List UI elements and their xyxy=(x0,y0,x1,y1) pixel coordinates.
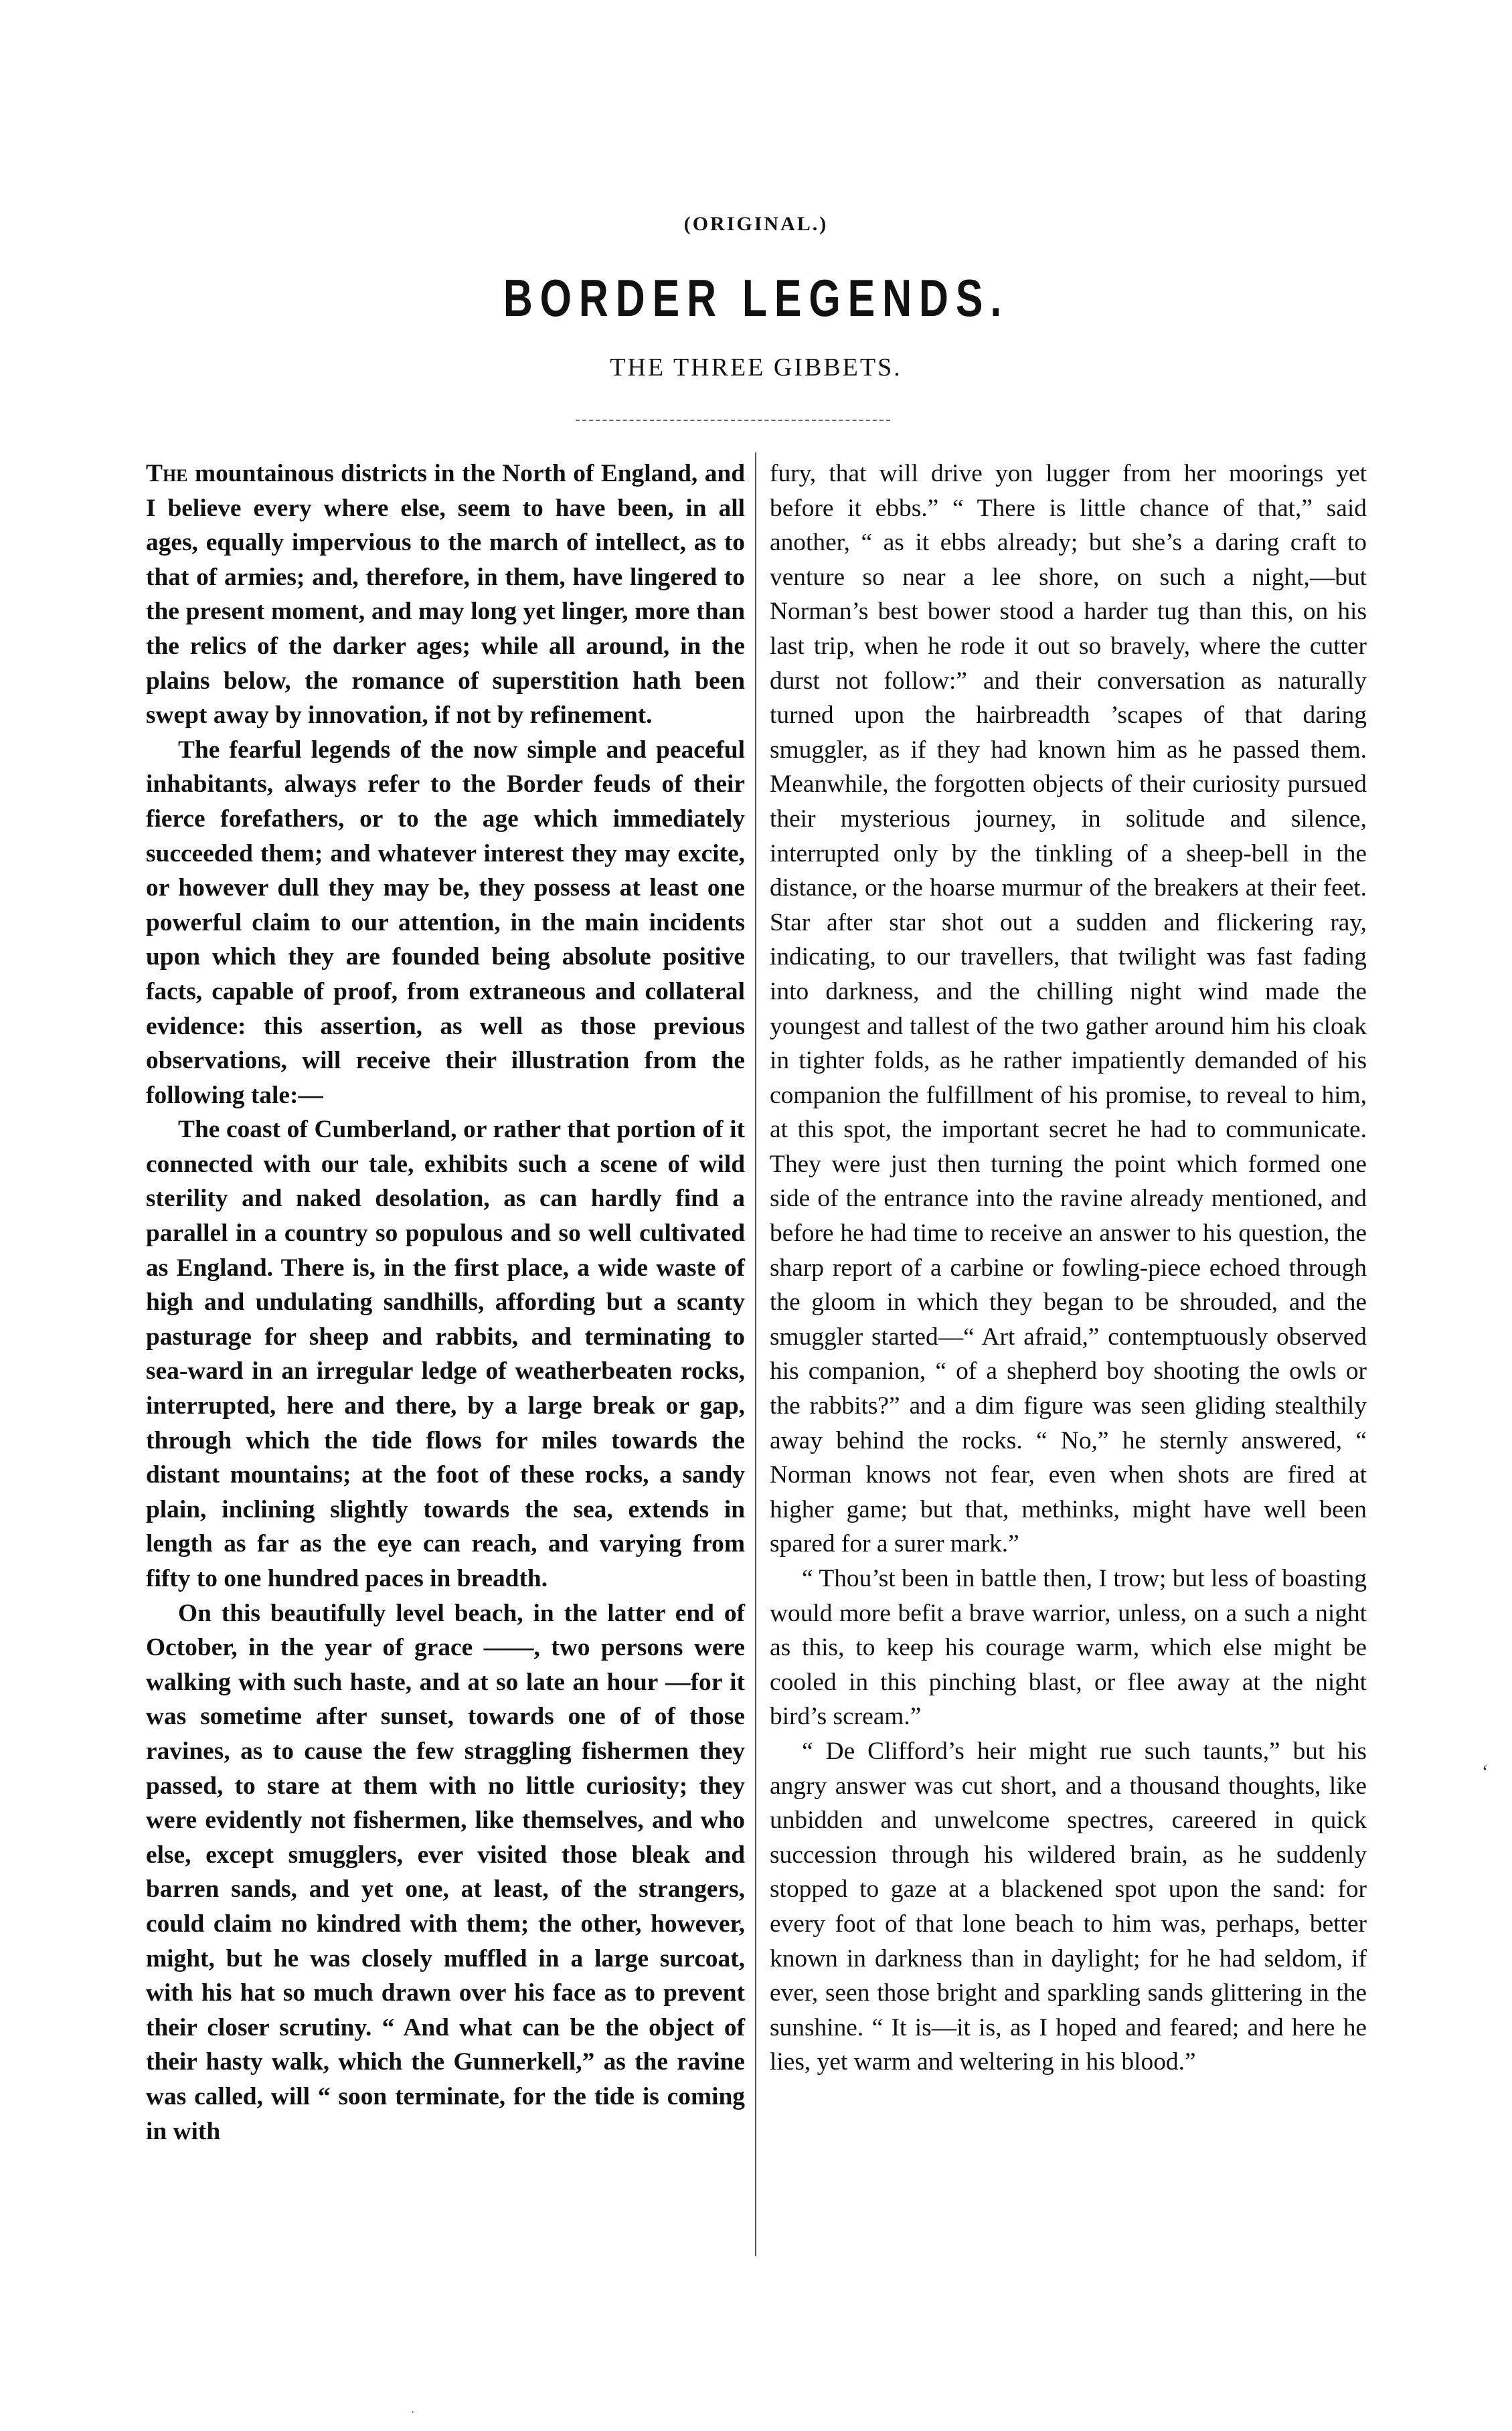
column-divider xyxy=(755,452,756,2256)
right-paragraph-3: “ De Clifford’s heir might rue such taunts,” but his angry answer was cut short, and a thousand thoughts, like unbidden and unwelcome spectres, careered in quick succession through his wildered brain, as he suddenly stopped to gaze at a blackened spot upon the sand: for every foot of that lone beach to him was, perhaps, better known in darkness than in daylight; for he had seldom, if ever, seen those bright and sparkling sands glittering in the sunshine. “ It is—it is, as I hoped and feared; and here he lies, yet warm and weltering in his blood.” xyxy=(770,1737,1367,2076)
bottom-mark: ’ xyxy=(411,2410,414,2420)
page-subtitle: THE THREE GIBBETS. xyxy=(610,353,902,382)
left-paragraph-1 xyxy=(146,456,745,733)
margin-mark: ‘ xyxy=(1482,1762,1489,1782)
left-paragraph-2: The fearful legends of the now simple and peaceful inhabitants, always refer to the Border feuds of their fierce forefathers, or to the age which immediately succeeded them; and whatever interest they may excite, or however dull they may be, they possess at least one powerful claim to our attention, in the main incidents upon which they are founded being absolute positive facts, capable of proof, from extraneous and collateral evidence: this assertion, as well as those previous observations, will receive their illustration from the following tale:— xyxy=(146,736,745,1109)
lead-word: The xyxy=(146,460,188,487)
left-paragraph-3: The coast of Cumberland, or rather that portion of it connected with our tale, exhibits such a scene of wild sterility and naked desolation, as can hardly find a parallel in a country so populous and so well cultivated as England. There is, in the first place, a wide waste of high and undulating sandhills, affording but a scanty pasturage for sheep and rabbits, and terminating to sea-ward in an irregular ledge of weatherbeaten rocks, interrupted, here and there, by a large break or gap, through which the tide flows for miles towards the distant mountains; at the foot of these rocks, a sandy plain, inclining slightly towards the sea, extends in length as far as the eye can reach, and varying from fifty to one hundred paces in breadth. xyxy=(146,1116,745,1592)
left-paragraph-4: On this beautifully level beach, in the latter end of October, in the year of grace ——, two persons were walking with such haste, and at so late an hour —for it was sometime after sunset, towards one of of those ravines, as to cause the few straggling fishermen they passed, to stare at them with no little curiosity; they were evidently not fishermen, like themselves, and who else, except smugglers, ever visited those bleak and barren sands, and yet one, at least, of the strangers, could claim no kindred with them; the other, however, might, but he was closely muffled in a large surcoat, with his hat so much drawn over his face as to prevent their closer scrutiny. “ And what can be the object of their hasty walk, which the Gunnerkell,” as the ravine was called, will “ soon terminate, for the tide is coming in with xyxy=(146,1599,745,2145)
left-paragraph-1-text: mountainous districts in the North of England, and I believe every where else, seem to have been, in all ages, equally impervious to the march of intellect, as to that of armies; and, therefore, in them, have lingered to the present moment, and may long yet linger, more than the relics of the darker ages; while all around, in the plains below, the romance of superstition hath been swept away by innovation, if not by refinement. xyxy=(146,460,745,730)
right-paragraph-2: “ Thou’st been in battle then, I trow; but less of boasting would more befit a brave warrior, unless, on a such a night as this, to keep his courage warm, which else might be cooled in this pinching blast, or flee away at the night bird’s scream.” xyxy=(770,1565,1367,1731)
original-note: (ORIGINAL.) xyxy=(683,213,829,235)
left-column xyxy=(146,456,745,2149)
right-paragraph-1: fury, that will drive yon lugger from her moorings yet before it ebbs.” “ There is little chance of that,” said another, “ as it ebbs already; but she’s a daring craft to venture so near a lee shore, on such a night,—but Norman’s best bower stood a harder tug than this, on his last trip, when he rode it out so bravely, where the cutter durst not follow:” and their conversation as naturally turned upon the hairbreadth ’scapes of that daring smuggler, as if they had known him as he passed them. Meanwhile, the forgotten objects of their curiosity pursued their mysterious journey, in solitude and silence, interrupted only by the tinkling of a sheep-bell in the distance, or the hoarse murmur of the breakers at their feet. Star after star shot out a sudden and flickering ray, indicating, to our travellers, that twilight was fast fading into darkness, and the chilling night wind made the youngest and tallest of the two gather around him his cloak in tighter folds, as he rather impatiently demanded of his companion the fulfillment of his promise, to reveal to him, at this spot, the important secret he had to communicate. They were just then turning the point which formed one side of the entrance into the ravine already mentioned, and before he had time to receive an answer to his question, the sharp report of a carbine or fowling-piece echoed through the gloom in which they began to be shrouded, and the smuggler started—“ Art afraid,” contemptuously observed his companion, “ of a shepherd boy shooting the owls or the rabbits?” and a dim figure was seen gliding stealthily away behind the rocks. “ No,” he sternly answered, “ Norman knows not fear, even when shots are fired at higher game; but that, methinks, might have well been spared for a surer mark.” xyxy=(770,460,1367,1558)
page-title: BORDER LEGENDS. xyxy=(503,268,1009,327)
title-rule xyxy=(576,420,890,421)
right-column xyxy=(770,456,1367,2080)
